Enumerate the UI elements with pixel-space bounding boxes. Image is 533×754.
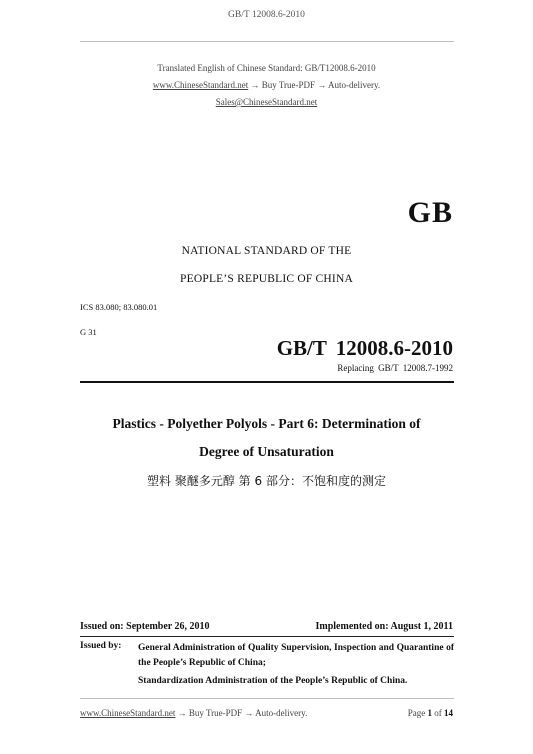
email-line <box>0 97 533 107</box>
running-header: GB/T 12008.6-2010 <box>228 10 305 20</box>
email-link[interactable]: Sales@ChineseStandard.net <box>215 97 318 107</box>
issue-rule <box>80 636 454 637</box>
page-of: of <box>434 708 442 718</box>
footer-links <box>80 708 307 718</box>
title-en-line-1: Plastics - Polyether Polyols - Part 6: Determination of <box>112 416 421 431</box>
footer-site-link[interactable]: www.ChineseStandard.net <box>80 708 176 718</box>
issuer-aqsiq: General Administration of Quality Supervision, Inspection and Quarantine of the People’s Republic of China; <box>138 643 454 668</box>
replacing-note: Replacing GB/T 12008.7-1992 <box>337 363 453 373</box>
page-total: 14 <box>444 708 453 718</box>
ccs-code: G 31 <box>80 327 97 337</box>
title-en-line-2: Degree of Unsaturation <box>199 444 334 459</box>
gb-mark: GB <box>407 196 453 229</box>
national-standard-line-1: NATIONAL STANDARD OF THE <box>181 245 352 257</box>
issued-by-label: Issued by: <box>80 641 122 651</box>
page-label: Page <box>407 708 426 718</box>
footer-rule <box>80 698 454 699</box>
header-rule <box>80 41 454 42</box>
ics-code: ICS 83.080; 83.080.01 <box>80 302 158 312</box>
purchase-text: → Buy True-PDF → Auto-delivery. <box>250 80 381 90</box>
title-rule <box>80 381 454 383</box>
purchase-line <box>0 80 533 90</box>
national-standard-line-2: PEOPLE’S REPUBLIC OF CHINA <box>180 273 353 285</box>
page-current: 1 <box>427 708 432 718</box>
page-indicator <box>408 708 453 718</box>
translation-line: Translated English of Chinese Standard: GB/T12008.6-2010 <box>157 63 376 73</box>
implemented-on: Implemented on: August 1, 2011 <box>315 621 453 632</box>
issuer-sac: Standardization Administration of the People’s Republic of China. <box>138 676 408 686</box>
issued-on: Issued on: September 26, 2010 <box>80 621 210 632</box>
site-link[interactable]: www.ChineseStandard.net <box>152 80 249 90</box>
title-cn: 塑料 聚醚多元醇 第 6 部分：不饱和度的测定 <box>147 474 386 488</box>
standard-number: GB/T 12008.6-2010 <box>276 336 453 360</box>
footer-tagline: → Buy True-PDF → Auto-delivery. <box>177 708 308 718</box>
